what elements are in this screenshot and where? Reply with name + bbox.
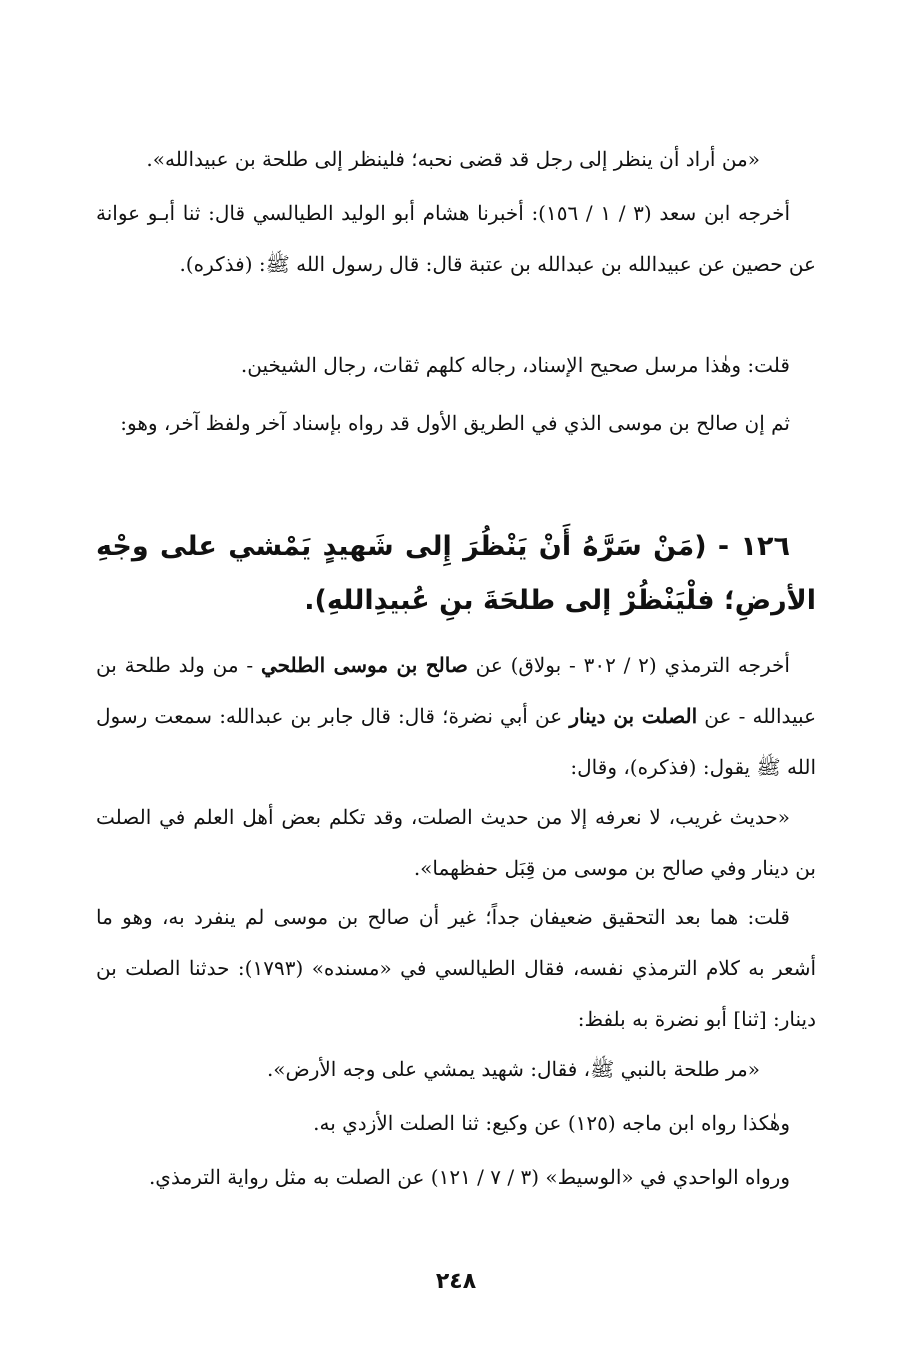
narrator-salt-bin-dinar: الصلت بن دينار xyxy=(569,704,698,728)
tayalisi-quote: «مر طلحة بالنبي ﷺ، فقال: شهيد يمشي على وجه الأرض». xyxy=(266,1057,760,1081)
takhrij-paragraph-tirmidhi xyxy=(96,640,816,793)
ibn-majah-paragraph: وهٰكذا رواه ابن ماجه (١٢٥) عن وكيع: ثنا الصلت الأزدي به. xyxy=(313,1111,790,1135)
takhrij-text-d: عن أبي نضرة؛ قال: قال جابر بن عبدالله: سمعت رسول الله ﷺ يقول: (فذكره)، وقال: xyxy=(96,704,816,779)
takhrij-text-c: - من ولد طلحة بن عبيدالله - عن xyxy=(96,653,817,728)
book-page xyxy=(96,0,816,1359)
wahidi-paragraph: ورواه الواحدي في «الوسيط» (٣ / ٧ / ١٢١) عن الصلت به مثل رواية الترمذي. xyxy=(148,1165,790,1189)
page-number: ٢٤٨ xyxy=(435,1269,477,1294)
takhrij-text-a: أخرجه الترمذي (٢ / ٣٠٢ - بولاق) عن xyxy=(467,653,790,677)
quote-paragraph-1: «من أراد أن ينظر إلى رجل قد قضى نحبه؛ فلينظر إلى طلحة بن عبيدالله». xyxy=(146,147,760,171)
comment-paragraph-1: قلت: وهٰذا مرسل صحيح الإسناد، رجاله كلهم ثقات، رجال الشيخين. xyxy=(240,353,790,377)
takhrij-paragraph-ibn-saad: أخرجه ابن سعد (٣ / ١ / ١٥٦): أخبرنا هشام أبو الوليد الطيالسي قال: ثنا أبـو عوانة عن حصين عن عبيدالله بن عبدالله بن عتبة قال: قال رسول الله ﷺ: (فذكره). xyxy=(96,201,816,276)
hadith-126: ١٢٦ - (مَنْ سَرَّهُ أَنْ يَنْظُرَ إِلى شَهيدٍ يَمْشي على وجْهِ الأرضِ؛ فلْيَنْظُرْ إلى طلحَةَ بنِ عُبيدِاللهِ). xyxy=(96,531,816,616)
transition-paragraph: ثم إن صالح بن موسى الذي في الطريق الأول قد رواه بإسناد آخر ولفظ آخر، وهو: xyxy=(120,411,790,435)
narrator-salih-bin-musa: صالح بن موسى الطلحي xyxy=(260,653,468,677)
comment-paragraph-2: قلت: هما بعد التحقيق ضعيفان جداً؛ غير أن صالح بن موسى لم ينفرد به، وهو ما أشعر به كلام الترمذي نفسه، فقال الطيالسي في «مسنده» (١٧٩٣): حدثنا الصلت بن دينار: [ثنا] أبو نضرة به بلفظ: xyxy=(96,905,817,1031)
tirmidhi-quote: «حديث غريب، لا نعرفه إلا من حديث الصلت، وقد تكلم بعض أهل العلم في الصلت بن دينار وفي صالح بن موسى من قِبَل حفظهما». xyxy=(96,805,816,880)
